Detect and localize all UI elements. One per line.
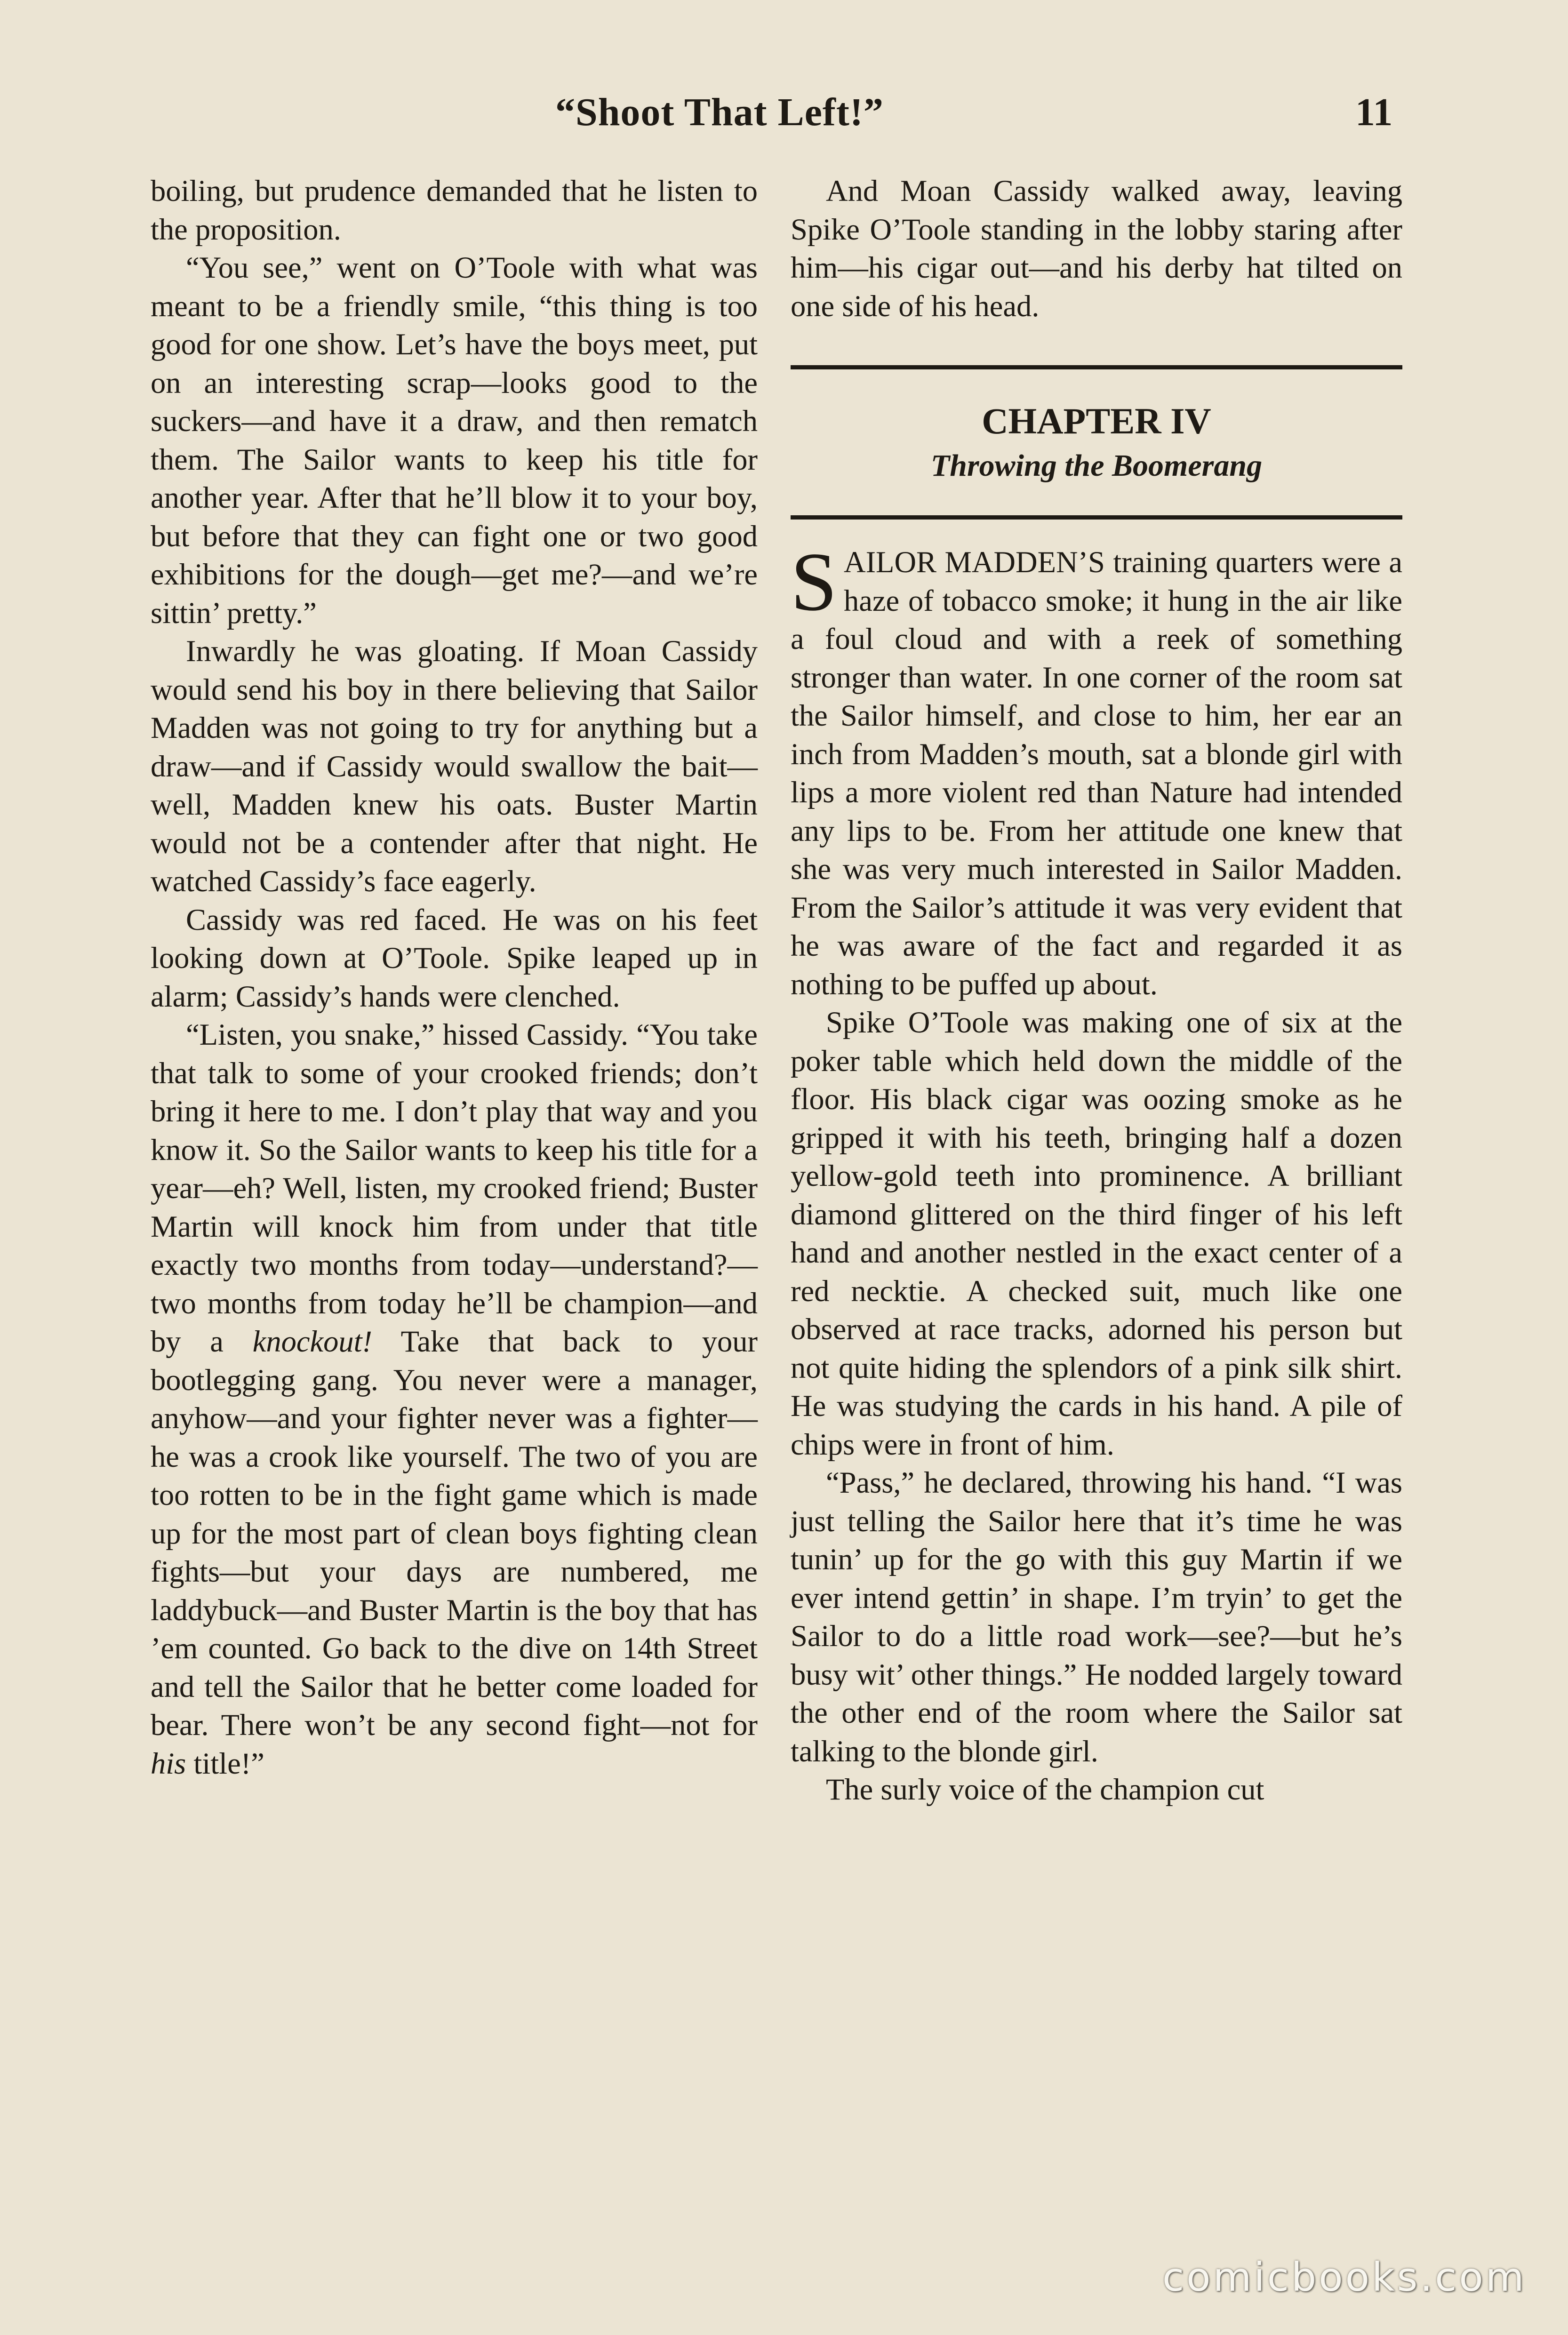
chapter-subtitle: Throwing the Boomerang xyxy=(930,448,1263,483)
paragraph-text: AILOR MADDEN’S training quarters were a haze of tobacco smoke; it hung in the air like a foul cloud and with a reek of something stronger than water. In one corner of the room sat the Sailor himself, and close to him, her ear an inch from Madden’s mouth, sat a blonde girl with lips a more violent red than Nature had intended any lips to be. From her attitude one knew that she was very much interested in Sailor Madden. From the Sailor’s attitude it was very evident that he was aware of the fact and regarded it as nothing to be puffed up about. xyxy=(791,545,1402,1001)
right-column xyxy=(791,172,1402,1809)
chapter-heading: CHAPTER IV xyxy=(982,400,1211,441)
italic-text: his xyxy=(151,1746,186,1780)
site-watermark: comicbooks.com xyxy=(1162,2254,1527,2300)
chapter-rule-bottom xyxy=(791,515,1402,520)
paragraph-text: “Listen, you snake,” hissed Cassidy. “You take that talk to some of your crooked friends; don’t bring it here to me. I don’t play that way and you know it. So the Sailor wants to keep his title for a year—eh? Well, listen, my crooked friend; Buster Martin will knock him from under that title exactly two months from today—understand?—two months from today he’ll be champion—and by a xyxy=(151,1018,758,1358)
italic-text: knockout! xyxy=(252,1325,372,1358)
chapter-rule-top xyxy=(791,365,1402,369)
paragraph: boiling, but prudence demanded that he listen to the proposition. xyxy=(151,174,758,246)
paragraph: And Moan Cassidy walked away, leaving Spike O’Toole standing in the lobby staring after him—his cigar out—and his derby hat tilted on one side of his head. xyxy=(791,174,1402,323)
paragraph xyxy=(791,535,1402,1003)
paragraph-text: title!” xyxy=(186,1746,264,1780)
left-column xyxy=(151,172,758,1783)
paragraph: Cassidy was red faced. He was on his feet looking down at O’Toole. Spike leaped up in alarm; Cassidy’s hands were clenched. xyxy=(151,903,758,1013)
page-number: 11 xyxy=(1355,90,1393,134)
drop-cap: S xyxy=(791,535,837,628)
running-title: “Shoot That Left!” xyxy=(555,90,884,134)
paragraph: Spike O’Toole was making one of six at the poker table which held down the middle of the floor. His black cigar was oozing smoke as he gripped it with his teeth, bringing half a dozen yellow-gold teeth into prominence. A brilliant diamond glittered on the third finger of his left hand and another nestled in the exact center of a red necktie. A checked suit, much like one observed at race tracks, adorned his person but not quite hiding the splendors of a pink silk shirt. He was studying the cards in his hand. A pile of chips were in front of him. xyxy=(791,1006,1402,1461)
paragraph: The surly voice of the champion cut xyxy=(826,1773,1264,1806)
paragraph: Inwardly he was gloating. If Moan Cassidy would send his boy in there believing that Sailor Madden was not going to try for anything but a draw—and if Cassidy would swallow the bait—well, Madden knew his oats. Buster Martin would not be a contender after that night. He watched Cassidy’s face eagerly. xyxy=(151,634,758,898)
paragraph-text: Take that back to your bootlegging gang. You never were a manager, anyhow—and your fighter never was a fighter—he was a crook like yourself. The two of you are too rotten to be in the fight game which is made up for the most part of clean boys fighting clean fights—but your days are numbered, me laddybuck—and Buster Martin is the boy that has ’em counted. Go back to the dive on 14th Street and tell the Sailor that he better come loaded for bear. There won’t be any second fight—not for xyxy=(151,1325,758,1742)
page-header xyxy=(0,80,1568,155)
paragraph: “Pass,” he declared, throwing his hand. “I was just telling the Sailor here that it’s time he was tunin’ up for the go with this guy Martin if we ever intend gettin’ in shape. I’m tryin’ to get the Sailor to do a little road work—see?—but he’s busy wit’ other things.” He nodded largely toward the other end of the room where the Sailor sat talking to the blonde girl. xyxy=(791,1466,1402,1768)
paragraph: “You see,” went on O’Toole with what was meant to be a friendly smile, “this thing is too good for one show. Let’s have the boys meet, put on an interesting scrap—looks good to the suckers—and have it a draw, and then rematch them. The Sailor wants to keep his title for another year. After that he’ll blow it to your boy, but before that they can fight one or two good exhibitions for the dough—get me?—and we’re sittin’ pretty.” xyxy=(151,251,758,630)
paragraph xyxy=(151,1016,758,1783)
